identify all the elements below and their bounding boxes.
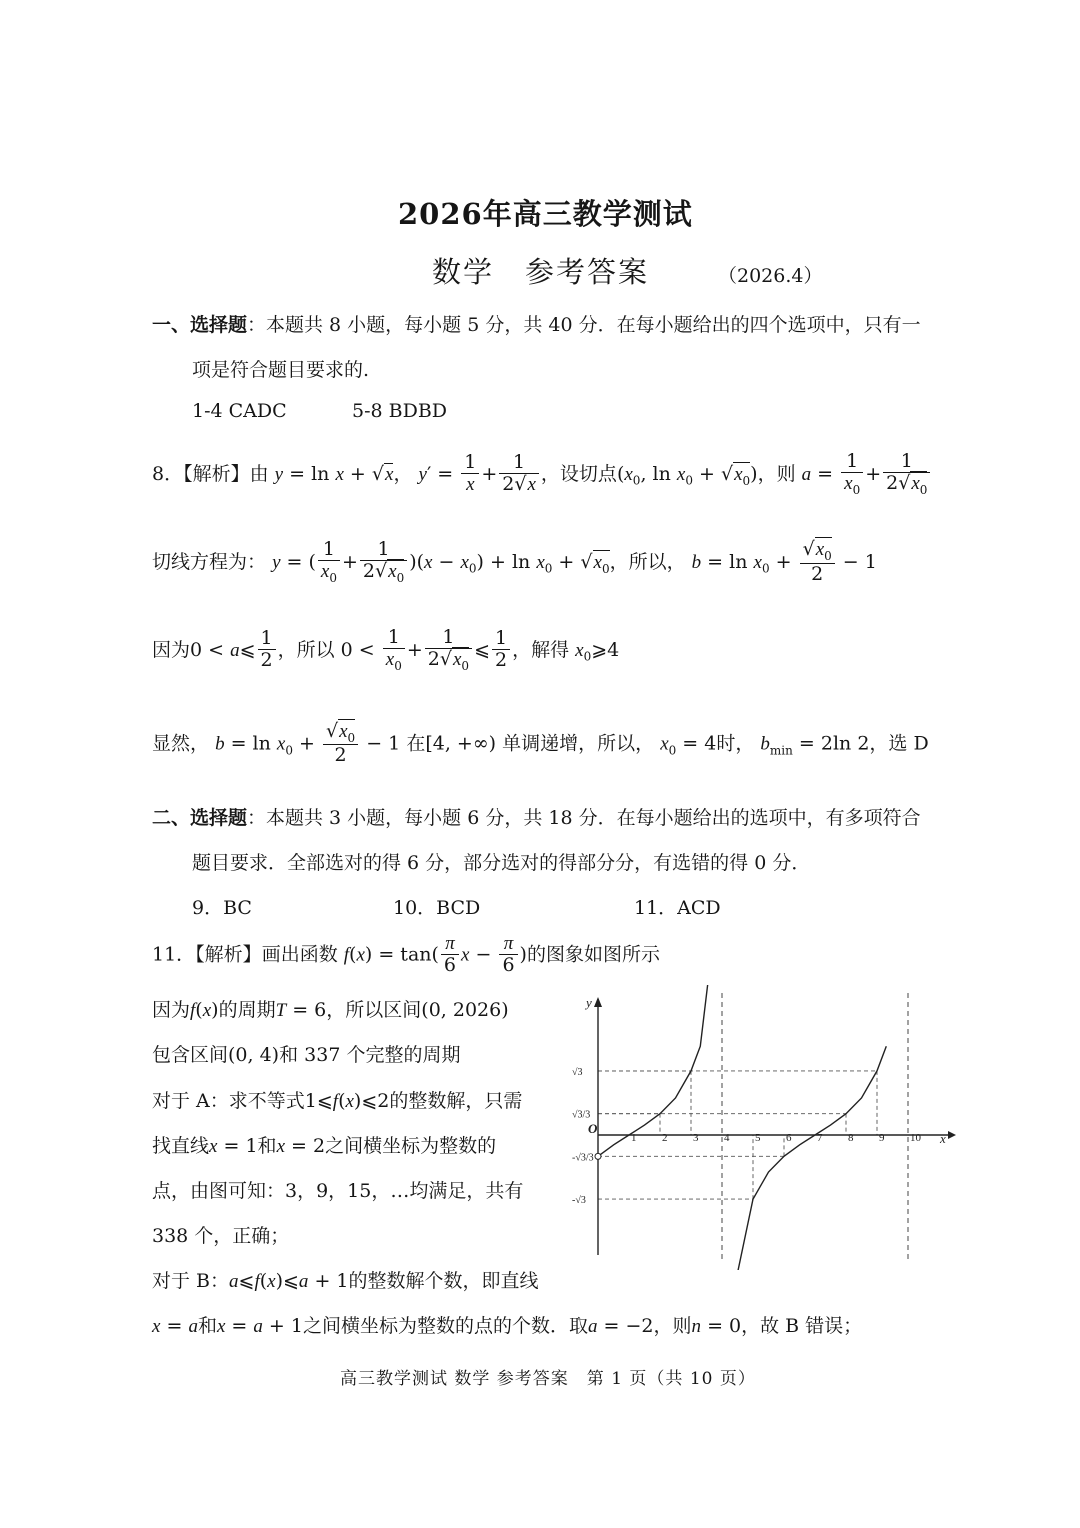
q8-text: 切线方程为： bbox=[152, 550, 267, 573]
tan-branch-curve bbox=[728, 1046, 886, 1270]
math: y bbox=[274, 463, 284, 485]
q8-text: 因为 bbox=[152, 638, 191, 661]
section1-desc-line2: 项是符合题目要求的. bbox=[192, 359, 370, 381]
x-tick-label: 3 bbox=[693, 1132, 699, 1144]
q11-label: 11．【解析】 bbox=[152, 943, 262, 966]
x-axis-arrow bbox=[948, 1131, 956, 1139]
y-axis-arrow bbox=[594, 997, 602, 1007]
section1-heading: 一、选择题 bbox=[152, 314, 248, 336]
y-axis-label: y bbox=[586, 995, 592, 1010]
x-tick-label: 10 bbox=[910, 1132, 921, 1144]
section1-heading-line bbox=[152, 310, 921, 337]
section2-heading-line bbox=[152, 803, 921, 830]
answers-5-8: 5-8 BDBD bbox=[352, 400, 448, 422]
answer-11: 11．ACD bbox=[634, 897, 721, 919]
x-tick-label: 2 bbox=[662, 1132, 668, 1144]
section2-desc-line2: 题目要求．全部选对的得 6 分，部分选对的得部分分，有选错的得 0 分． bbox=[192, 852, 811, 874]
q8-text: ，选 D bbox=[869, 732, 929, 755]
y-tick-label: -√3 bbox=[572, 1195, 586, 1207]
q8-text: ，设切点 bbox=[540, 462, 617, 485]
page-subtitle: 数学 参考答案 bbox=[432, 255, 650, 289]
x-tick-label: 8 bbox=[848, 1132, 854, 1144]
answer-9: 9．BC bbox=[192, 897, 252, 919]
y-tick-label: √3 bbox=[572, 1066, 583, 1078]
q8-text: 由 bbox=[249, 462, 269, 485]
answers-1-4: 1-4 CADC bbox=[192, 400, 287, 422]
x-tick-label: 1 bbox=[631, 1132, 637, 1144]
x-tick-label: 9 bbox=[879, 1132, 885, 1144]
answer-10: 10．BCD bbox=[393, 897, 481, 919]
y-tick-label: -√3/3 bbox=[572, 1152, 594, 1164]
q8-text: 时， bbox=[716, 732, 755, 755]
x-tick-label: 7 bbox=[817, 1132, 823, 1144]
page-footer: 高三教学测试 数学 参考答案 第 1 页（共 10 页） bbox=[340, 1369, 756, 1389]
x-tick-label: 5 bbox=[755, 1132, 761, 1144]
section1-desc: ：本题共 8 小题，每小题 5 分，共 40 分．在每小题给出的四个选项中，只有一 bbox=[247, 314, 921, 336]
page-title: 2026年高三教学测试 bbox=[398, 197, 693, 231]
q11-p2: 包含区间(0, 4)和 337 个完整的周期 bbox=[152, 1044, 461, 1066]
q8-line2: 切线方程为： y = ( $\frac{1}{x_0}$ + $\frac{1}{2√x_0}$ )$(x - x_0) + \ln x_0 + √x_0$，所以， $b = \ln x_0$ + $\frac{√x_0}{2}$ − 1 bbox=[152, 538, 877, 585]
tan-function-graph bbox=[560, 985, 960, 1270]
q11-intro: 11．【解析】画出函数 f(x) = tan( $\frac{\pi}{6}$ x − $\frac{\pi}{6}$ )的图象如图所示 bbox=[152, 933, 660, 976]
q8-text: 在 bbox=[406, 732, 426, 755]
q8-text: ，所以， bbox=[609, 550, 686, 573]
q8-line3: 因为0 < a⩽ $\frac{1}{2}$ ，所以 0 < $\frac{1}{x_0}$ + $\frac{1}{2√x_0}$ ⩽ $\frac{1}{2}$ ，解得 $x_0⩾4$ bbox=[152, 626, 620, 673]
q8-text: ，所以 bbox=[277, 638, 335, 661]
q8-line4: 显然， $b = \ln x_0$ + $\frac{√x_0}{2}$ − 1 在[4, +∞) 单调递增，所以， $x_0 = 4$时， $b_{min} = 2\ln$ 2，选 D bbox=[152, 720, 929, 767]
section2-heading: 二、选择题 bbox=[152, 807, 248, 829]
x-tick-label: 6 bbox=[786, 1132, 792, 1144]
q11-p8: x = a和x = a + 1之间横坐标为整数的点的个数．取a = −2，则n = 0，故 B 错误； bbox=[152, 1315, 863, 1337]
q11-p5: 点，由图可知：3，9，15，…均满足，共有 bbox=[152, 1180, 524, 1202]
exam-date: （2026.4） bbox=[718, 265, 823, 287]
q11-p3: 对于 A：求不等式1⩽f(x)⩽2的整数解，只需 bbox=[152, 1090, 523, 1112]
q11-p7: 对于 B：a⩽f(x)⩽a + 1的整数解个数，即直线 bbox=[152, 1270, 539, 1292]
q8-label: 8．【解析】 bbox=[152, 462, 250, 485]
q11-p6: 338 个，正确； bbox=[152, 1225, 290, 1247]
y-tick-label: √3/3 bbox=[572, 1109, 591, 1121]
q11-p1: 因为f(x)的周期T = 6，所以区间(0, 2026) bbox=[152, 999, 509, 1021]
q8-text: 单调递增，所以， bbox=[502, 732, 655, 755]
q8-text: ，则 bbox=[757, 462, 796, 485]
q11-p4: 找直线x = 1和x = 2之间横坐标为整数的 bbox=[152, 1135, 497, 1157]
origin-label: O bbox=[588, 1121, 598, 1136]
x-tick-label: 4 bbox=[724, 1132, 730, 1144]
q8-text: 显然， bbox=[152, 732, 210, 755]
section2-desc: ：本题共 3 小题，每小题 6 分，共 18 分．在每小题给出的选项中，有多项符合 bbox=[247, 807, 921, 829]
x-axis-label: x bbox=[940, 1131, 946, 1146]
q8-line1: 8．【解析】由 y = ln x + √x， y′ = $\frac{1}{x}$ + $\frac{1}{2√x}$ ，设切点($x_0$, $\ln x_0 + √x_0$)，则 a = $\frac{1}{x_0}$ + $\frac{1}{2√x_0}$ bbox=[152, 452, 932, 501]
q8-text: ，解得 bbox=[512, 638, 570, 661]
open-endpoint bbox=[595, 1153, 601, 1159]
